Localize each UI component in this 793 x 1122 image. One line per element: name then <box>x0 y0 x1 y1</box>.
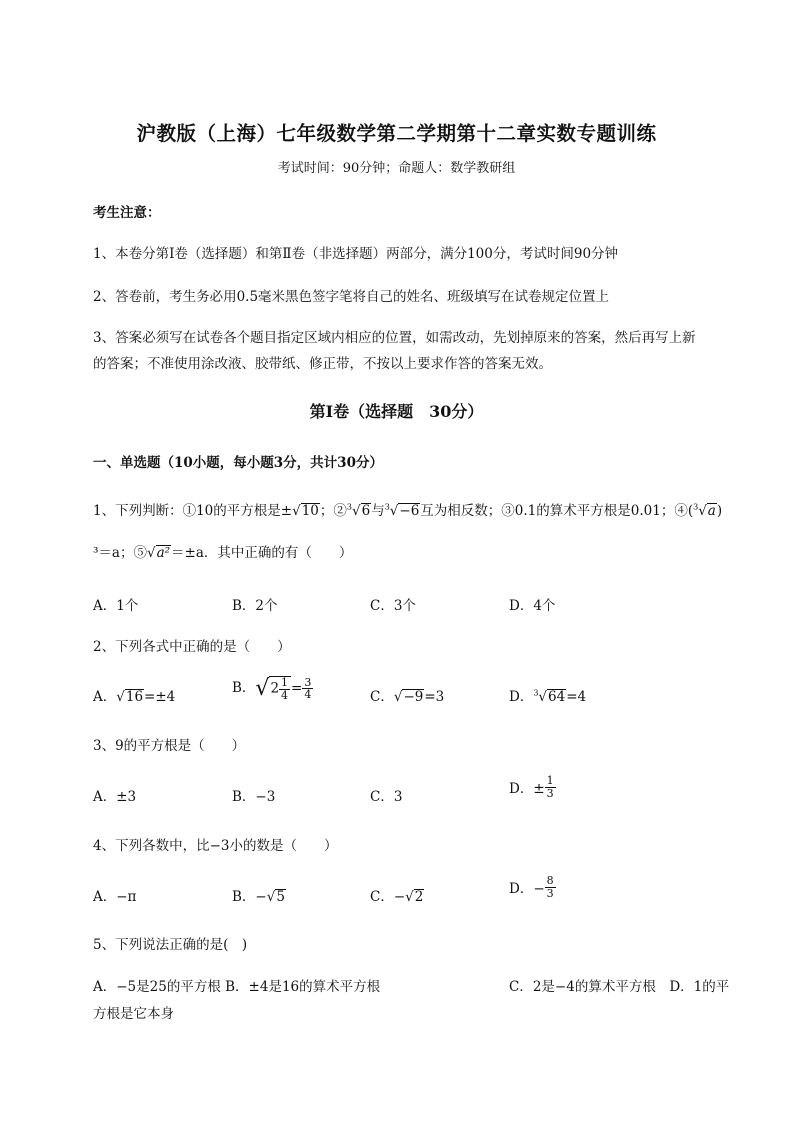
sqrt-icon: √ <box>405 889 414 905</box>
q2-b-label: B． <box>232 680 256 697</box>
q3-option-c[interactable]: C．3 <box>370 789 403 805</box>
q2-b-frac <box>279 677 290 701</box>
q5-options-cd[interactable]: C．2是−4的算术平方根 D．1的平 <box>509 979 730 995</box>
q4-option-a[interactable]: A．−π <box>93 889 137 905</box>
q2-c-radicand: −9 <box>403 689 424 705</box>
q2-c-tail: =3 <box>424 689 445 705</box>
q4-b-radicand: 5 <box>276 889 285 905</box>
q4-d-den: 3 <box>546 886 554 900</box>
q2-option-c[interactable] <box>370 685 444 705</box>
notice-item-2: 2、答卷前，考生务必用0.5毫米黑色签字笔将自己的姓名、班级填写在试卷规定位置上 <box>93 289 610 305</box>
q4-b-label: B．− <box>232 889 267 905</box>
q1-text-c: ；② <box>319 503 347 519</box>
exam-title: 沪教版（上海）七年级数学第二学期第十二章实数专题训练 <box>136 122 657 145</box>
q1-radicand-a4: a² <box>156 545 171 561</box>
q2-option-b[interactable] <box>232 676 313 701</box>
notice-item-1: 1、本卷分第Ⅰ卷（选择题）和第Ⅱ卷（非选择题）两部分，满分100分，考试时间90分钟 <box>93 246 619 262</box>
q4-c-radicand: 2 <box>414 889 424 905</box>
q4-c-label: C．− <box>370 889 406 905</box>
q1-text-2c: ＝±a．其中正确的有（ ） <box>171 545 353 561</box>
cbrt-icon: √ <box>538 689 548 705</box>
q1-radicand-10: 10 <box>301 503 319 519</box>
q2-a-radicand: 16 <box>125 689 144 705</box>
sqrt-icon: √ <box>393 689 403 705</box>
q1-option-d[interactable]: D．4个 <box>509 598 556 614</box>
sqrt-icon: √ <box>116 689 125 705</box>
q1-radicand-a: a <box>707 503 716 519</box>
q2-b-radicand <box>269 676 291 701</box>
q1-option-c[interactable]: C．3个 <box>370 598 416 614</box>
part-title: 一、单选题（10小题，每小题3分，共计30分） <box>93 455 383 471</box>
q1-option-a[interactable]: A．1个 <box>93 598 139 614</box>
section-title: 第Ⅰ卷（选择题 30分） <box>309 402 484 421</box>
q1-text-a: 1、下列判断：①10的平方根是± <box>93 503 293 519</box>
q1-text-g: 互为相反数；③0.1的算术平方根是0.01；④( <box>420 503 694 519</box>
q1-radicand-neg6: −6 <box>399 503 420 519</box>
q5-options-ab[interactable]: A．−5是25的平方根 B．±4是16的算术平方根 <box>93 979 381 995</box>
q2-a-label: A． <box>93 689 117 705</box>
q1-option-b[interactable]: B．2个 <box>232 598 278 614</box>
q2-b-num: 1 <box>281 676 289 689</box>
q2-option-a[interactable] <box>93 685 175 705</box>
q4-d-frac <box>545 875 556 899</box>
q2-b-rhs <box>302 677 313 701</box>
q2-b-eq: = <box>291 680 303 697</box>
q2-b-rden: 4 <box>304 688 312 702</box>
q2-c-label: C． <box>370 689 394 705</box>
q3-option-d[interactable] <box>509 775 556 799</box>
sqrt-icon: √ <box>292 503 301 519</box>
cbrt-icon: √ <box>351 503 361 519</box>
q1-text-2a: ³＝a；⑤ <box>93 545 147 561</box>
q4-option-c[interactable] <box>370 885 424 905</box>
exam-subtitle: 考试时间：90分钟；命题人：数学教研组 <box>277 161 516 176</box>
q2-a-tail: =±4 <box>144 689 176 705</box>
question-1-line-2 <box>93 541 352 561</box>
q3-option-a[interactable]: A．±3 <box>93 789 137 805</box>
q2-option-d[interactable]: D．$^3$√64=4 <box>509 688 587 705</box>
question-1-line-1: 1、下列判断：①10的平方根是±√10；②$^3$√6与$^3$√−6互为相反数；③0.1的算术平方根是0.01；④($^3$√a) <box>93 502 723 519</box>
sqrt-icon: √ <box>146 545 156 561</box>
q2-d-tail: =4 <box>566 689 587 705</box>
q3-option-b[interactable]: B．−3 <box>232 789 276 805</box>
notice-item-3: 3、答案必须写在试卷各个题目指定区域内相应的位置，如需改动，先划掉原来的答案，然后再写上新 <box>93 330 696 346</box>
q1-text-i: ) <box>716 503 723 519</box>
q3-d-num: 1 <box>546 774 554 787</box>
q2-d-label: D． <box>509 689 534 705</box>
q3-d-den: 3 <box>546 786 554 800</box>
question-4-stem: 4、下列各数中，比−3小的数是（ ） <box>93 838 338 854</box>
q3-d-label: D．± <box>509 781 545 798</box>
cbrt-icon: √ <box>389 503 399 519</box>
q4-d-num: 8 <box>546 874 554 887</box>
q5-option-d-cont: 方根是它本身 <box>93 1006 174 1022</box>
q3-d-frac <box>545 775 556 799</box>
q4-d-label: D．− <box>509 881 545 898</box>
q1-text-e: 与 <box>371 503 385 519</box>
q2-d-radicand: 64 <box>548 689 566 705</box>
question-2-stem: 2、下列各式中正确的是（ ） <box>93 639 291 655</box>
question-5-stem: 5、下列说法正确的是( ) <box>93 937 248 953</box>
notice-item-3-cont: 的答案；不准使用涂改液、胶带纸、修正带，不按以上要求作答的答案无效。 <box>93 356 552 372</box>
sqrt-icon: √ <box>255 676 270 702</box>
q2-b-rnum: 3 <box>304 675 312 689</box>
cbrt-icon: √ <box>698 503 707 519</box>
q1-radicand-6: 6 <box>361 503 371 519</box>
q4-option-d[interactable] <box>509 875 556 899</box>
question-3-stem: 3、9的平方根是（ ） <box>93 738 246 754</box>
q2-b-whole: 2 <box>270 680 280 697</box>
q2-b-den: 4 <box>281 688 289 702</box>
sqrt-icon: √ <box>266 889 276 905</box>
notice-heading: 考生注意： <box>93 205 161 221</box>
q4-option-b[interactable] <box>232 885 286 905</box>
